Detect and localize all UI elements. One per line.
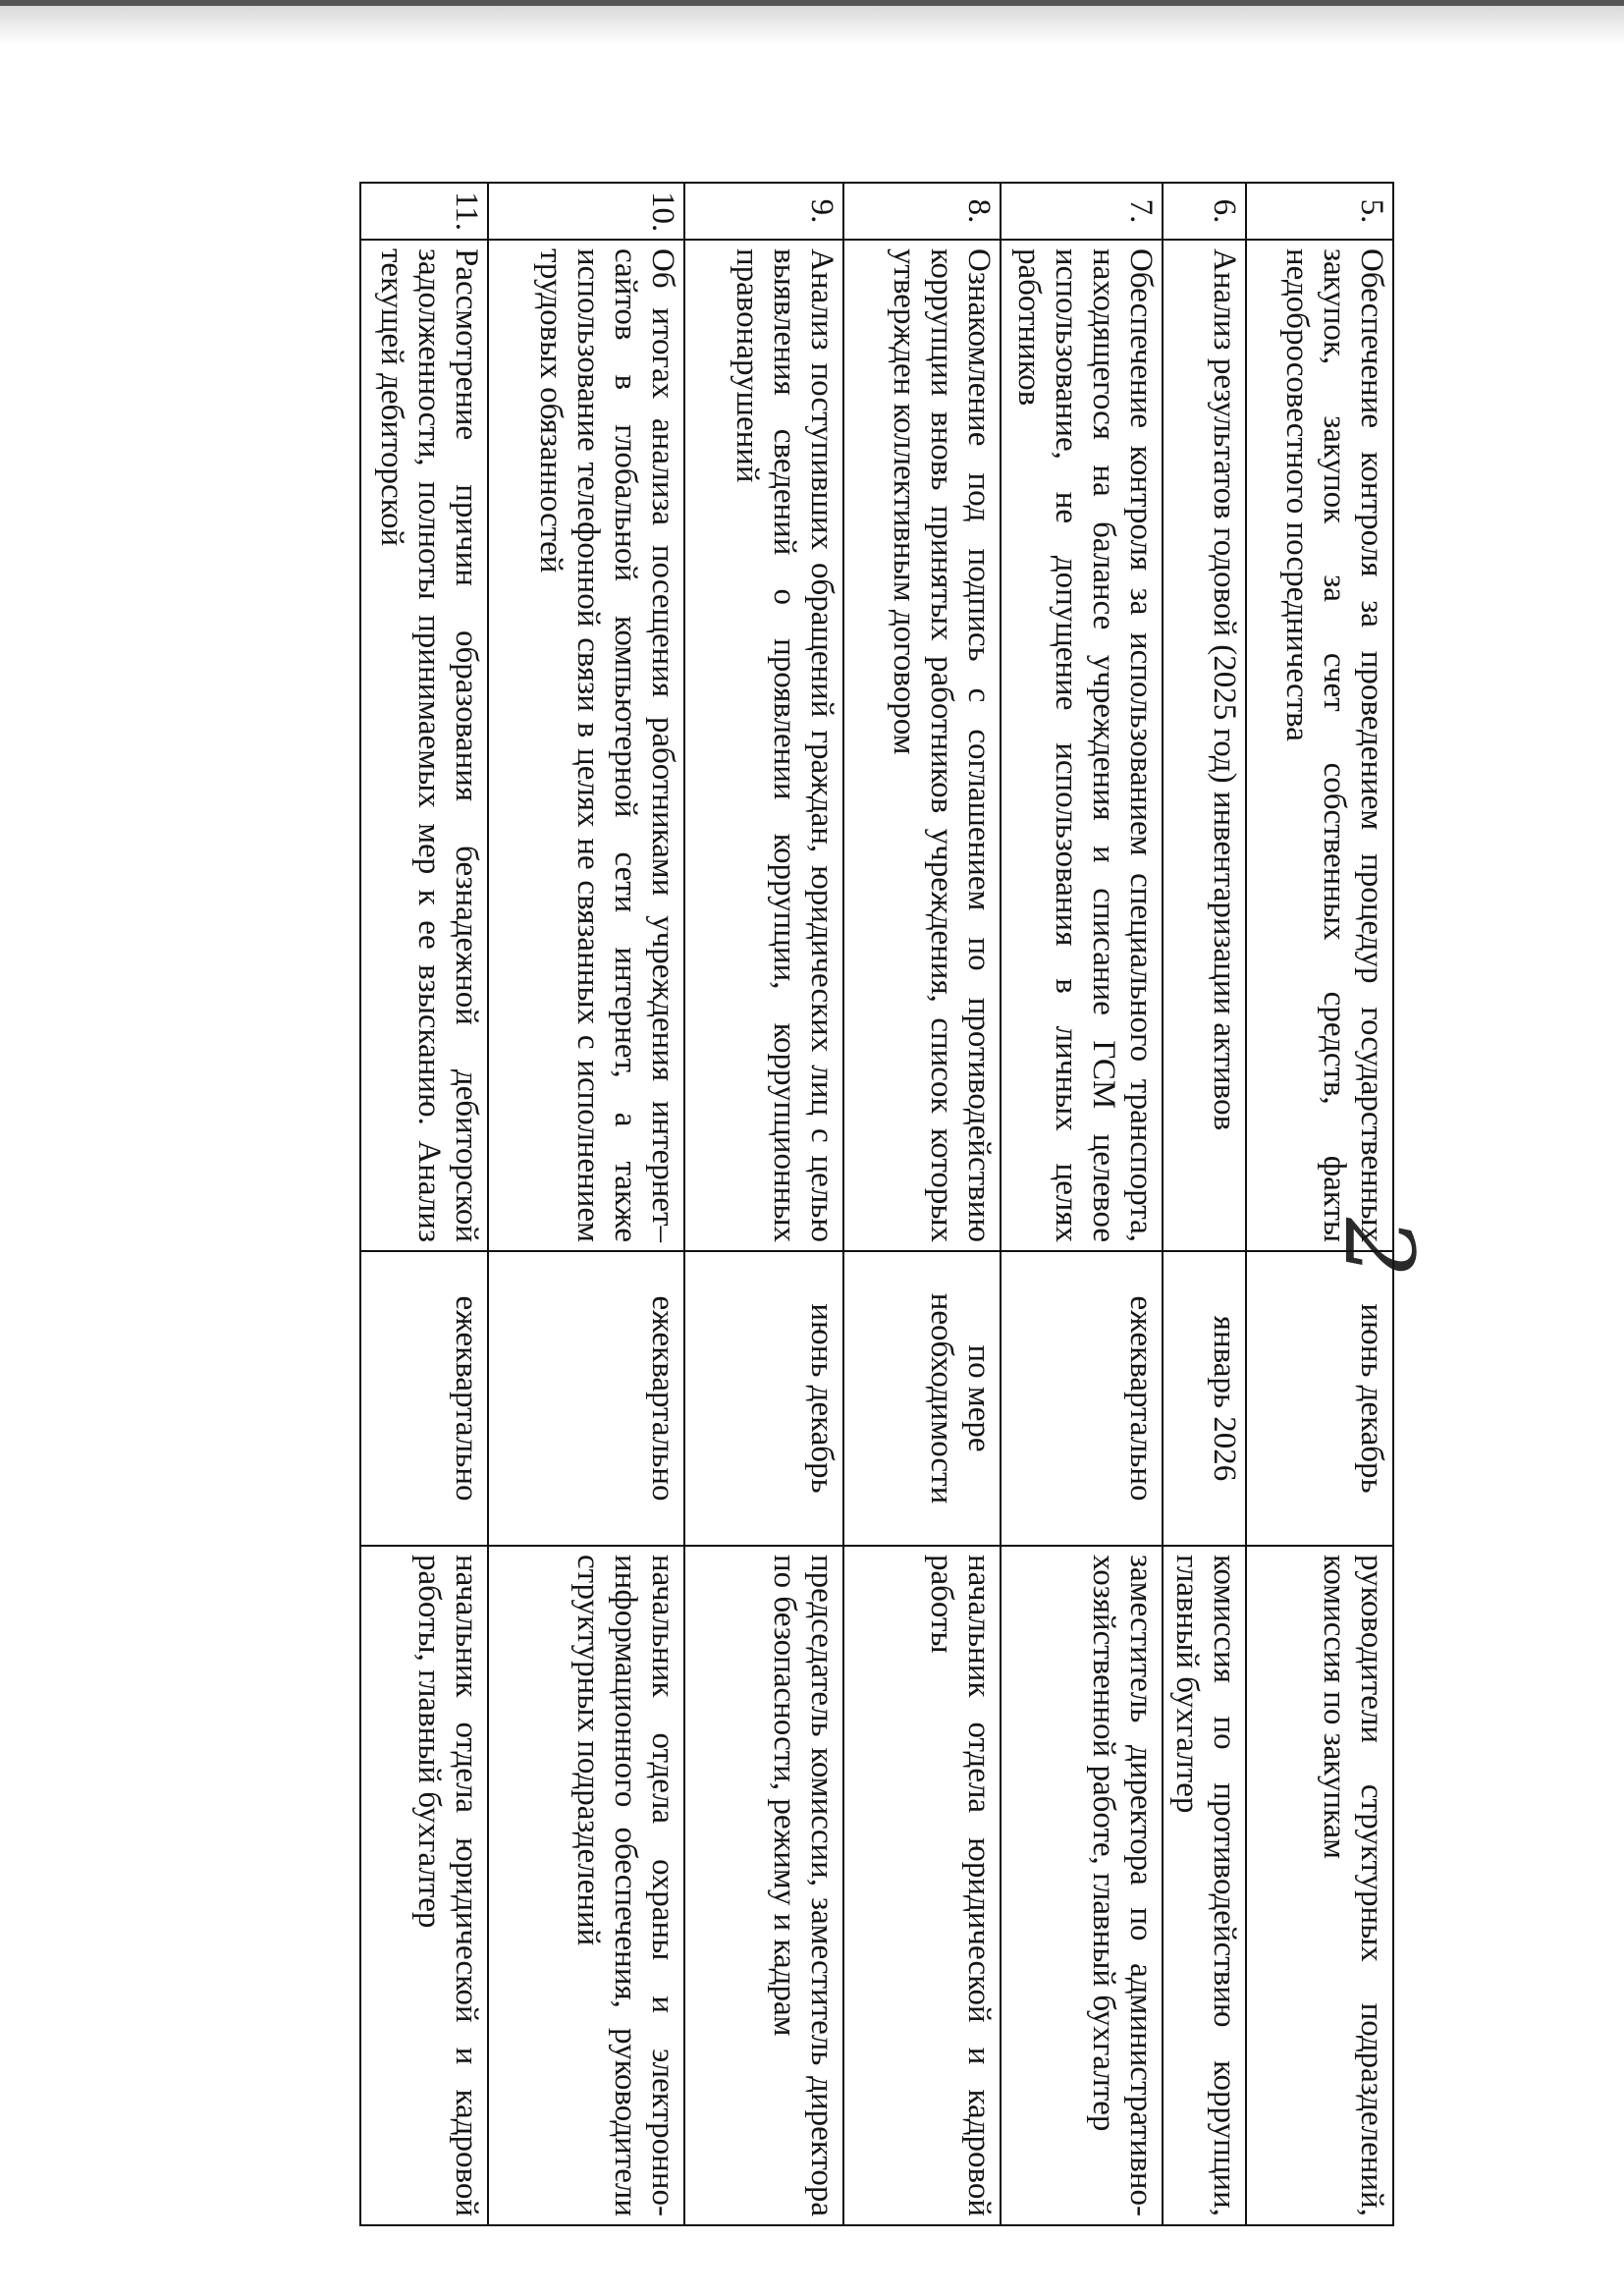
table-row (1246, 183, 1393, 2225)
term-cell: по мере необходимости (843, 1251, 1001, 1546)
scan-shadow (0, 6, 1624, 45)
responsible-cell: начальник отдела охраны и электронно-информационного обеспечения, руководители структурных подразделений (488, 1546, 684, 2225)
table-row (360, 183, 488, 2225)
table-row (684, 183, 843, 2225)
activity-cell: Анализ результатов годовой (2025 год) инвентаризации активов (1163, 240, 1246, 1251)
handwritten-page-number: 2 (1324, 1218, 1434, 1279)
responsible-cell: руководители структурных подразделений, комиссия по закупкам (1246, 1546, 1393, 2225)
activity-cell: Рассмотрение причин образования безнадежной дебиторской задолженности, полноты принимаемых мер к ее взысканию. Анализ текущей дебиторской (360, 240, 488, 1251)
responsible-cell: заместитель директора по административно-хозяйственной работе, главный бухгалтер (1001, 1546, 1163, 2225)
term-cell: июнь декабрь (1246, 1251, 1393, 1546)
row-number: 7. (1001, 183, 1163, 240)
activity-cell: Обеспечение контроля за проведением процедур государственных закупок, закупок за счет собственных средств, факты недобросовестного посредничества (1246, 240, 1393, 1251)
term-cell: ежеквартально (360, 1251, 488, 1546)
responsible-cell: начальник отдела юридической и кадровой работы, главный бухгалтер (360, 1546, 488, 2225)
table-row (843, 183, 1001, 2225)
responsible-cell: начальник отдела юридической и кадровой работы (843, 1546, 1001, 2225)
activity-cell: Ознакомление под подпись с соглашением по противодействию коррупции вновь принятых работников учреждения, список которых утвержден коллективным договором (843, 240, 1001, 1251)
rotated-document-sheet (167, 182, 1394, 2224)
term-cell: ежеквартально (1001, 1251, 1163, 1546)
term-cell: июнь декабрь (684, 1251, 843, 1546)
row-number: 9. (684, 183, 843, 240)
row-number: 6. (1163, 183, 1246, 240)
row-number: 11. (360, 183, 488, 240)
responsible-cell: комиссия по противодействию коррупции, главный бухгалтер (1163, 1546, 1246, 2225)
activity-cell: Анализ поступивших обращений граждан, юридических лиц с целью выявления сведений о проявлении коррупции, коррупционных правонарушений (684, 240, 843, 1251)
responsible-cell: председатель комиссии, заместитель директора по безопасности, режиму и кадрам (684, 1546, 843, 2225)
table-row (1001, 183, 1163, 2225)
activity-cell: Обеспечение контроля за использованием специального транспорта, находящегося на балансе учреждения и списание ГСМ целевое использование, не допущение использования в личных целях работников (1001, 240, 1163, 1251)
anti-corruption-plan-table (359, 182, 1394, 2226)
activity-cell: Об итогах анализа посещения работниками учреждения интернет–сайтов в глобальной компьютерной сети интернет, а также использование телефонной связи в целях не связанных с исполнением трудовых обязанностей (488, 240, 684, 1251)
table-row (488, 183, 684, 2225)
row-number: 5. (1246, 183, 1393, 240)
term-cell: январь 2026 (1163, 1251, 1246, 1546)
term-cell: ежеквартально (488, 1251, 684, 1546)
table-row (1163, 183, 1246, 2225)
row-number: 8. (843, 183, 1001, 240)
row-number: 10. (488, 183, 684, 240)
